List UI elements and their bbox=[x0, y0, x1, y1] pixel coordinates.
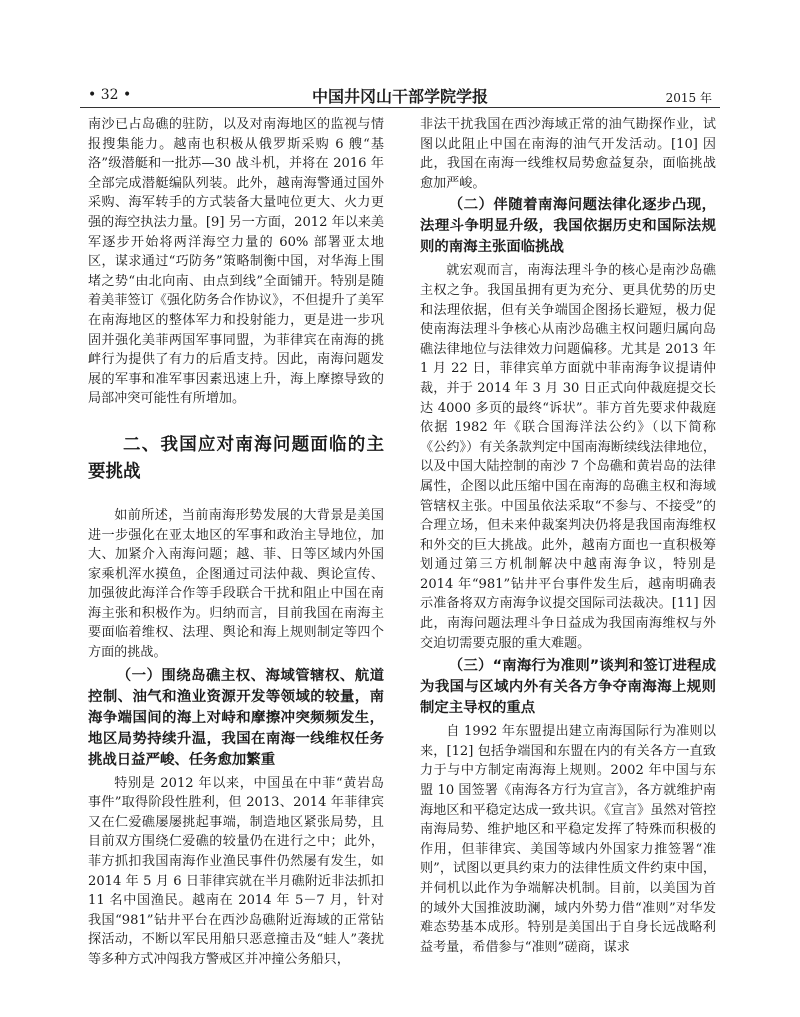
paragraph: 就宏观而言，南海法理斗争的核心是南沙岛礁主权之争。我国虽拥有更为充分、更具优势的历史和法理依据，但有关争端国企图扬长避短，极力促使南海法理斗争核心从南沙岛礁主权问题归属向岛礁法律地位与法律效力问题偏移。尤其是 2013 年 1 月 22 日，菲律宾单方面就中菲南海争议提请仲裁，并于 2014 年 3 月 30 日正式向仲裁庭提交长达 4000 多页的最终“诉状”。菲方首先要求仲裁庭依据 1982 年《联合国海洋法公约》（以下简称《公约》）有关条款判定中国南海断续线法律地位，以及中国大陆控制的南沙 7 个岛礁和黄岩岛的法律属性，企图以此压缩中国在南海的岛礁主权和海域管辖权主张。中国虽依法采取“不参与、不接受”的合理立场，但未来仲裁案判决仍将是我国南海维权和外交的巨大挑战。此外，越南方面也一直积极筹划通过第三方机制解决中越南海争议，特别是 2014 年“981”钻井平台事件发生后，越南明确表示准备将双方南海争议提交国际司法裁决。[11] 因此，南海问题法理斗争日益成为我国南海维权与外交迫切需要克服的重大难题。 bbox=[420, 263, 716, 651]
subsection-heading: （二）伴随着南海问题法律化逐步凸现，法理斗争明显升级，我国依据历史和国际法规则的南海主张面临挑战 bbox=[420, 197, 716, 256]
page-number: • 32 • bbox=[88, 87, 132, 103]
right-column bbox=[420, 115, 716, 957]
left-column bbox=[88, 115, 384, 970]
publication-year: 2015 年 bbox=[665, 91, 712, 105]
subsection-heading: （一）围绕岛礁主权、海域管辖权、航道控制、油气和渔业资源开发等领域的较量，南海争端国间的海上对峙和摩擦冲突频频发生，地区局势持续升温，我国在南海一线维权任务挑战日益严峻、任务愈加繁重 bbox=[88, 667, 384, 768]
paragraph: 如前所述，当前南海形势发展的大背景是美国进一步强化在亚太地区的军事和政治主导地位，加大、加紧介入南海问题；越、菲、日等区域内外国家乘机浑水摸鱼，企图通过司法仲裁、舆论宣传、加强彼此海洋合作等手段联合干扰和阻止中国在南海主张和积极作为。归纳而言，目前我国在南海主要面临着维权、法理、舆论和海上规则制定等四个方面的挑战。 bbox=[88, 507, 384, 661]
paragraph: 特别是 2012 年以来，中国虽在中菲“黄岩岛事件”取得阶段性胜利，但 2013、2014 年菲律宾又在仁爱礁屡屡挑起事端，制造地区紧张局势，且目前双方围绕仁爱礁的较量仍在进行之中；此外，菲方抓扣我国南海作业渔民事件仍然屡有发生，如 2014 年 5 月 6 日菲律宾就在半月礁附近非法抓扣 11 名中国渔民。越南在 2014 年 5－7 月，针对我国“981”钻井平台在西沙岛礁附近海域的正常钻探活动，不断以军民用船只恶意撞击及“蛙人”袭扰等多种方式冲闯我方警戒区并冲撞公务船只， bbox=[88, 775, 384, 967]
section-heading: 二、我国应对南海问题面临的主要挑战 bbox=[88, 434, 384, 482]
running-header bbox=[80, 84, 720, 108]
paragraph: 自 1992 年东盟提出建立南海国际行为准则以来，[12] 包括争端国和东盟在内的有关各方一直致力于与中方制定南海海上规则。2002 年中国与东盟 10 国签署《南海各方行为宣言》，各方就维护南海地区和平稳定达成一致共识。《宣言》虽然对管控南海局势、维护地区和平稳定发挥了特殊而积极的作用，但菲律宾、美国等域内外国家力推签署“准则”，试图以更具约束力的法律性质文件约束中国，并伺机以此作为争端解决机制。目前，以美国为首的域外大国推波助澜，域内外势力借“准则”对华发难态势基本成形。特别是美国出于自身长远战略利益考量，希借参与“准则”磋商，谋求 bbox=[420, 724, 716, 955]
paragraph: 南沙已占岛礁的驻防，以及对南海地区的监视与情报搜集能力。越南也积极从俄罗斯采购 6 艘“基洛”级潜艇和一批苏—30 战斗机，并将在 2016 年全部完成潜艇编队列装。此外，越南海警通过国外采购、海军转手的方式装备大量吨位更大、火力更强的海空执法力量。[9] 另一方面，2012 年以来美军逐步开始将两洋海空力量的 60% 部署亚太地区，谋求通过“巧防务”策略制衡中国，对华海上围堵之势“由北向南、由点到线”全面铺开。特别是随着美菲签订《强化防务合作协议》，不但提升了美军在南海地区的整体军力和投射能力，更是进一步巩固并强化美菲两国军事同盟，为菲律宾在南海的挑衅行为提供了有力的后盾支持。因此，南海问题发展的军事和准军事因素迅速上升，海上摩擦导致的局部冲突可能性有所增加。 bbox=[88, 117, 384, 407]
header-divider bbox=[80, 107, 720, 108]
subsection-heading: （三）“南海行为准则”谈判和签订进程成为我国与区域内外有关各方争夺南海海上规则制定主导权的重点 bbox=[420, 658, 716, 717]
paragraph: 非法干扰我国在西沙海域正常的油气勘探作业，试图以此阻止中国在南海的油气开发活动。[10] 因此，我国在南海一线维权局势愈益复杂，面临挑战愈加严峻。 bbox=[420, 117, 716, 191]
journal-title: 中国井冈山干部学院学报 bbox=[311, 87, 488, 106]
